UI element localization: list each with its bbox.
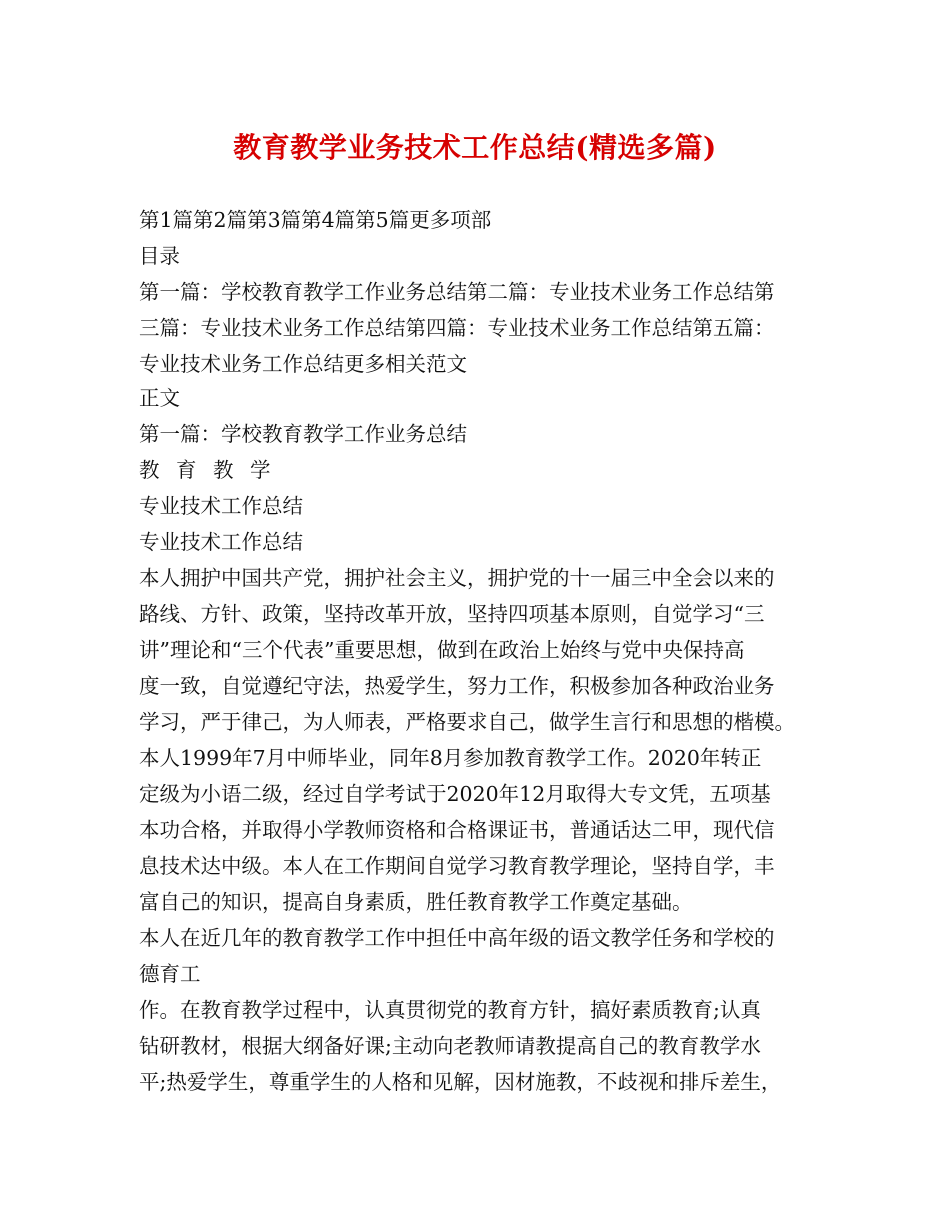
toc-line: 第一篇：学校教育教学工作业务总结第二篇：专业技术业务工作总结第 [139,280,775,304]
document-title: 教育教学业务技术工作总结(精选多篇) [233,131,717,164]
paragraph-line: 本人拥护中国共产党，拥护社会主义，拥护党的十一届三中全会以来的 [139,566,775,590]
section-heading: 第一篇：学校教育教学工作业务总结 [139,422,467,446]
toc-line: 三篇：专业技术业务工作总结第四篇：专业技术业务工作总结第五篇： [139,316,775,340]
paragraph-line: 度一致，自觉遵纪守法，热爱学生，努力工作，积极参加各种政治业务 [139,674,775,698]
paragraph-line: 德育工 [139,962,201,986]
section-subheading: 教 育 教 学 [139,458,271,482]
section-nav-links: 第1篇第2篇第3篇第4篇第5篇更多项部 [139,208,492,232]
paragraph-line: 钻研教材，根据大纲备好课;主动向老教师请教提高自己的教育教学水 [139,1034,761,1058]
toc-heading: 目录 [139,244,180,268]
paragraph-line: 路线、方针、政策，坚持改革开放，坚持四项基本原则，自觉学习“三 [139,602,765,626]
paragraph-line: 讲”理论和“三个代表”重要思想，做到在政治上始终与党中央保持高 [139,638,745,662]
paragraph-line: 本人在近几年的教育教学工作中担任中高年级的语文教学任务和学校的 [139,926,775,950]
paragraph-line: 本功合格，并取得小学教师资格和合格课证书，普通话达二甲，现代信 [139,818,775,842]
paragraph-line: 平;热爱学生，尊重学生的人格和见解，因材施教，不歧视和排斥差生， [139,1070,782,1094]
paragraph-line: 作。在教育教学过程中，认真贯彻党的教育方针，搞好素质教育;认真 [139,998,761,1022]
paragraph-line: 息技术达中级。本人在工作期间自觉学习教育教学理论，坚持自学，丰 [139,854,775,878]
paragraph-line: 定级为小语二级，经过自学考试于2020年12月取得大专文凭，五项基 [139,782,771,806]
body-heading: 正文 [139,386,180,410]
paragraph-line: 本人1999年7月中师毕业，同年8月参加教育教学工作。2020年转正 [139,746,762,770]
paragraph-line: 富自己的知识，提高自身素质，胜任教育教学工作奠定基础。 [139,890,693,914]
section-subheading: 专业技术工作总结 [139,494,303,518]
paragraph-line: 学习，严于律己，为人师表，严格要求自己，做学生言行和思想的楷模。 [139,710,795,734]
section-subheading: 专业技术工作总结 [139,530,303,554]
toc-line: 专业技术业务工作总结更多相关范文 [139,352,467,376]
